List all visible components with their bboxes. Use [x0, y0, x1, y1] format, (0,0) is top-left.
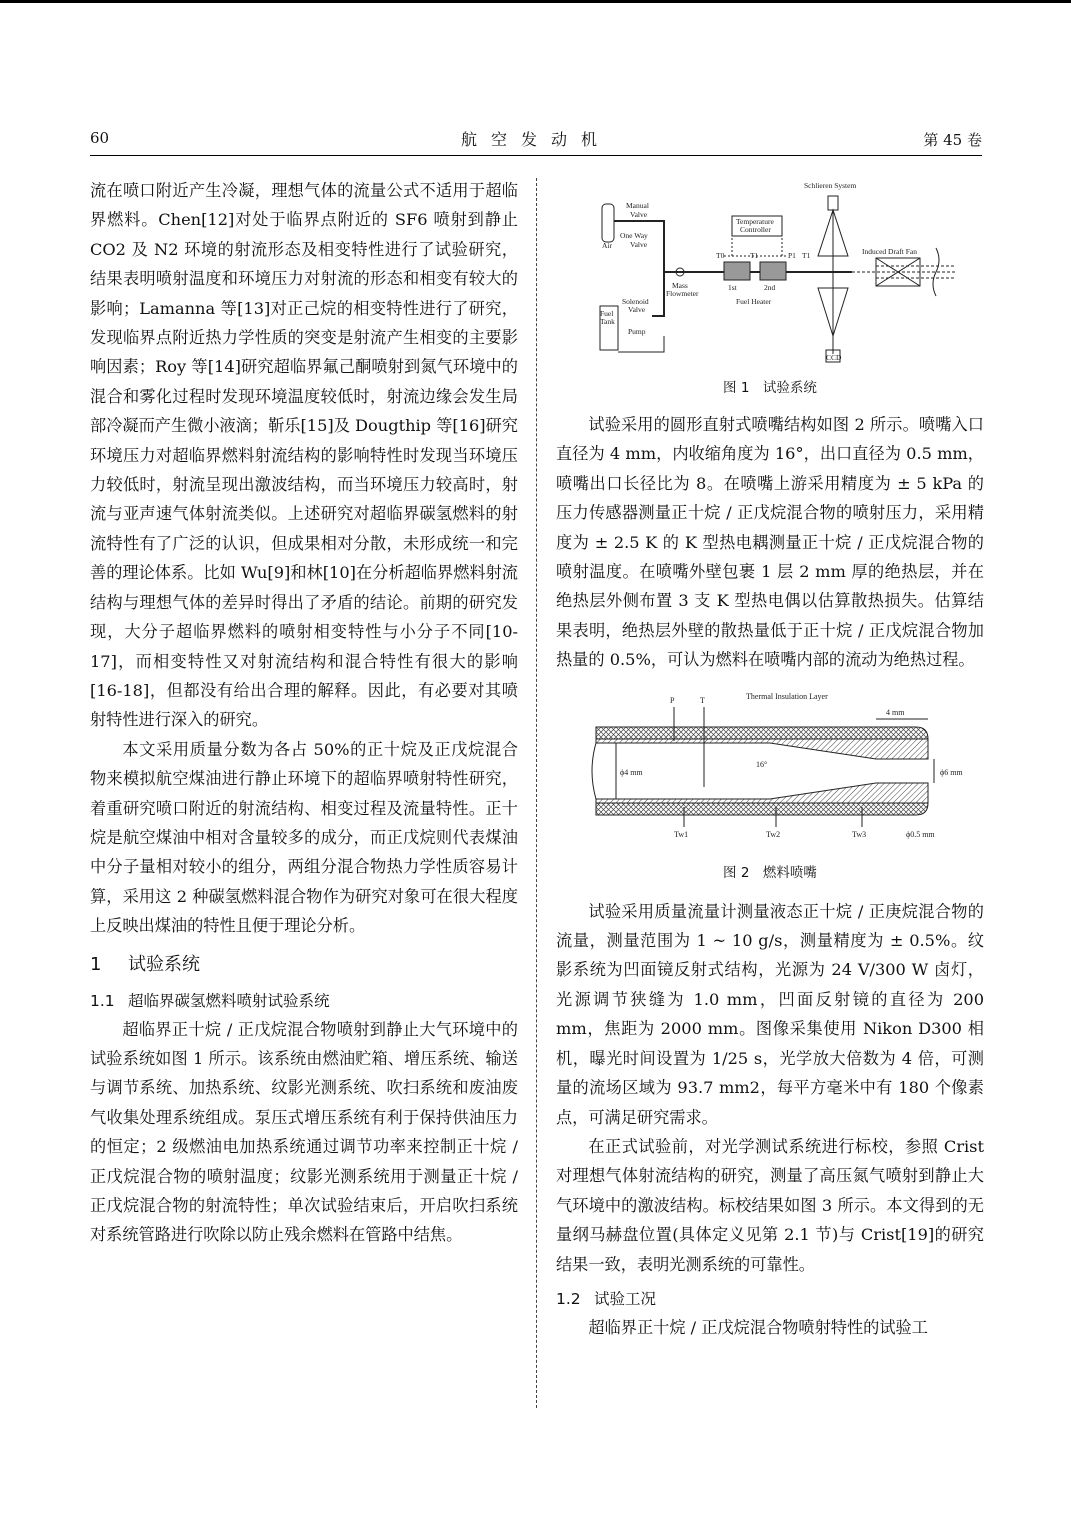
label-oneway: One Way	[620, 231, 648, 240]
label-valve-1: Valve	[630, 210, 648, 219]
light-source-icon	[828, 196, 838, 210]
label-solenoid: Solenoid	[622, 297, 649, 306]
subsection-number: 1.1	[90, 991, 115, 1010]
paragraph-flowmeter: 试验采用质量流量计测量液态正十烷 / 正庚烷混合物的流量，测量范围为 1 ~ 10 g/s，测量精度为 ± 0.5%。纹影系统为凹面镜反射式结构，光源为 24 V/300 W 卤灯，光源调节狭缝为 1.0 mm，凹面反射镜的直径为 200 mm，焦距为 2000 mm。图像采集使用 Nikon D300 相机，曝光时间设置为 1/25 s，光学放大倍数为 4 倍，可测量的流场区域为 93.7 mm2，每平方毫米中有 180 个像素点，可满足研究需求。	[556, 901, 984, 1127]
subsection-heading-1-2	[556, 1285, 984, 1313]
label-ccd: CCD	[826, 353, 842, 362]
figure-2	[556, 687, 984, 897]
label-p1: P1	[788, 251, 796, 260]
label-fuel-heater: Fuel Heater	[736, 297, 772, 306]
left-column	[90, 176, 518, 1250]
label-fan: Induced Draft Fan	[862, 247, 917, 256]
top-border	[0, 0, 1071, 3]
label-insulation: Thermal Insulation Layer	[746, 691, 828, 701]
label-phi05: ϕ0.5 mm	[906, 829, 935, 839]
paragraph-intro-continued: 流在喷口附近产生冷凝，理想气体的流量公式不适用于超临界燃料。Chen[12]对处于临界点附近的 SF6 喷射到静止 CO2 及 N2 环境的射流形态及相变特性进行了试验研究，结果表明喷射温度和环境压力对射流的形态和相变有较大的影响；Lamanna 等[13]对正己烷的相变特性进行了研究，发现临界点附近热力学性质的突变是射流产生相变的主要影响因素；Roy 等[14]研究超临界氟己酮喷射到氮气环境中的混合和雾化过程时发现环境温度较低时，射流边缘会发生局部冷凝而产生微小液滴；靳乐[15]及 Dougthip 等[16]研究环境压力对超临界燃料射流结构的影响特性时发现当环境压力较低时，射流呈现出激波结构，而当环境压力较高时，射流与亚声速气体射流类似。上述研究对超临界碳氢燃料的射流特性有了广泛的认识，但成果相对分散，未形成统一和完善的理论体系。比如 Wu[9]和林[10]在分析超临界燃料射流结构与理想气体的差异时得出了矛盾的结论。前期的研究发现，大分子超临界燃料的喷射相变特性与小分子不同[10-17]，而相变特性又对射流结构和混合特性有很大的影响[16-18]，但都没有给出合理的解释。因此，有必要对其喷射特性进行深入的研究。	[90, 181, 518, 730]
label-phi6: ϕ6 mm	[940, 767, 963, 777]
label-manual: Manual	[626, 201, 649, 210]
label-t0: T0	[716, 251, 725, 260]
subsection-number: 1.2	[556, 1289, 581, 1308]
fuel-nozzle-diagram	[556, 687, 984, 857]
label-t1b: T1	[802, 251, 811, 260]
label-tw3: Tw3	[852, 829, 867, 839]
column-divider	[536, 178, 537, 1408]
journal-title: 航空发动机	[460, 130, 611, 149]
label-phi4: ϕ4 mm	[620, 767, 643, 777]
label-p: P	[670, 695, 675, 705]
page-number: 60	[90, 129, 110, 147]
paragraph-mixture: 本文采用质量分数为各占 50%的正十烷及正戊烷混合物来模拟航空煤油进行静止环境下的超临界喷射特性研究，着重研究喷口附近的射流结构、相变过程及流量特性。正十烷是航空煤油中相对含量较多的成分，而正戊烷则代表煤油中分子量相对较小的组分，两组分混合物热力学性质容易计算，采用这 2 种碳氢燃料混合物作为研究对象可在很大程度上反映出煤油的特性且便于理论分析。	[90, 739, 518, 936]
label-air: Air	[602, 241, 612, 250]
label-t: T	[700, 695, 705, 705]
label-tank: Tank	[600, 317, 615, 326]
label-pump: Pump	[628, 327, 646, 336]
paragraph-test-system: 超临界正十烷 / 正戊烷混合物喷射到静止大气环境中的试验系统如图 1 所示。该系统由燃油贮箱、增压系统、输送与调节系统、加热系统、纹影光测系统、吹扫系统和废油废气收集处理系统组成。泵压式增压系统有利于保持供油压力的恒定；2 级燃油电加热系统通过调节功率来控制正十烷 / 正戊烷混合物的喷射温度；纹影光测系统用于测量正十烷 / 正戊烷混合物的射流特性；单次试验结束后，开启吹扫系统对系统管路进行吹除以防止残余燃料在管路中结焦。	[90, 1019, 518, 1245]
label-t1: T1	[750, 251, 759, 260]
test-system-diagram	[556, 176, 984, 372]
figure-1	[556, 176, 984, 404]
air-bottle-icon	[602, 204, 614, 242]
label-flowmeter: Flowmeter	[666, 289, 699, 298]
subsection-title: 试验工况	[594, 1289, 657, 1308]
section-title: 试验系统	[128, 953, 200, 975]
right-column	[556, 176, 984, 1342]
label-1st: 1st	[728, 283, 737, 292]
section-heading-1	[90, 951, 518, 979]
running-header	[90, 127, 982, 151]
label-valve-3: Valve	[628, 305, 646, 314]
label-2nd: 2nd	[764, 283, 776, 292]
paragraph-calibration: 在正式试验前，对光学测试系统进行标校，参照 Crist 对理想气体射流结构的研究，测量了高压氮气喷射到静止大气环境中的激波结构。标校结果如图 3 所示。本文得到的无量纲马赫盘位置(具体定义见第 2.1 节)与 Crist[19]的研究结果一致，表明光测系统的可靠性。	[556, 1136, 984, 1274]
label-valve-2: Valve	[630, 240, 648, 249]
heater-2-icon	[760, 262, 786, 280]
subsection-title: 超临界碳氢燃料喷射试验系统	[128, 991, 330, 1010]
label-tw2: Tw2	[766, 829, 781, 839]
label-mass: Mass	[672, 281, 688, 290]
volume-label: 第 45 卷	[923, 131, 982, 149]
label-controller: Controller	[740, 225, 771, 234]
figure-2-caption: 图 2 燃料喷嘴	[723, 864, 817, 881]
paragraph-nozzle: 试验采用的圆形直射式喷嘴结构如图 2 所示。喷嘴入口直径为 4 mm，内收缩角度为 16°，出口直径为 0.5 mm，喷嘴出口长径比为 8。在喷嘴上游采用精度为 ± 5 kPa 的压力传感器测量正十烷 / 正戊烷混合物的喷射压力，采用精度为 ± 2.5 K 的 K 型热电耦测量正十烷 / 正戊烷混合物的喷射温度。在喷嘴外壁包裹 1 层 2 mm 厚的绝热层，并在绝热层外侧布置 3 支 K 型热电偶以估算散热损失。估算结果表明，绝热层外壁的散热量低于正十烷 / 正戊烷混合物加热量的 0.5%，可认为燃料在喷嘴内部的流动为绝热过程。	[556, 415, 984, 670]
heater-1-icon	[724, 262, 750, 280]
label-4mm: 4 mm	[886, 707, 905, 717]
label-temperature: Temperature	[736, 217, 774, 226]
label-fuel: Fuel	[600, 309, 614, 318]
figure-1-caption: 图 1 试验系统	[723, 380, 817, 396]
header-rule	[90, 155, 982, 156]
label-tw1: Tw1	[674, 829, 689, 839]
label-angle: 16°	[756, 759, 768, 769]
section-number: 1	[90, 953, 102, 975]
label-schlieren: Schlieren System	[804, 181, 857, 190]
subsection-heading-1-1	[90, 987, 518, 1015]
paragraph-test-conditions: 超临界正十烷 / 正戊烷混合物喷射特性的试验工	[588, 1317, 928, 1337]
